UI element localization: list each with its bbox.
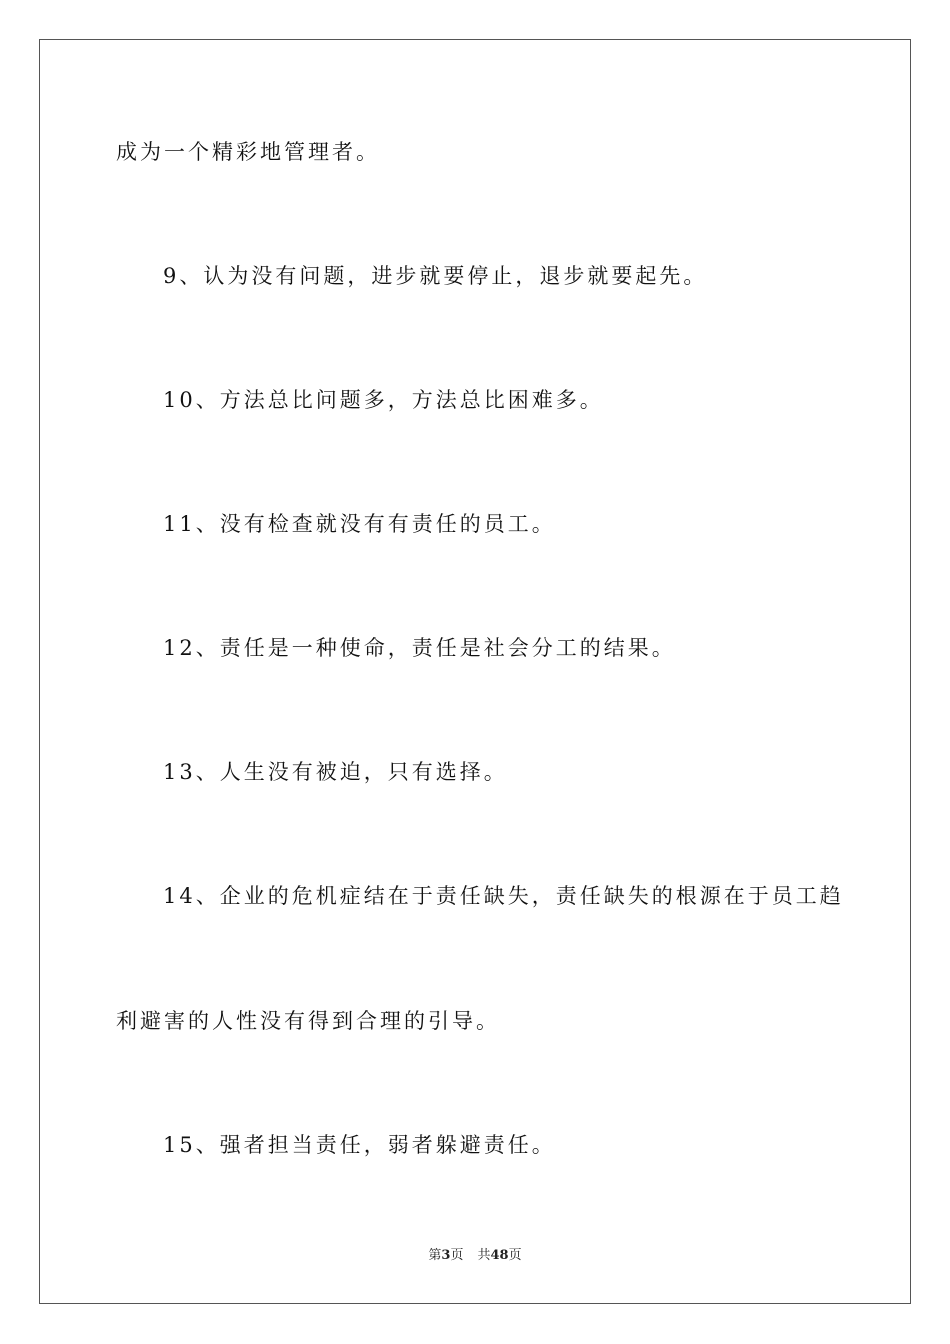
total-suffix: 页 — [508, 1248, 522, 1263]
list-item-14-continuation: 利避害的人性没有得到合理的引导。 — [116, 1009, 500, 1033]
total-prefix: 共 — [477, 1248, 491, 1263]
page-border — [39, 39, 911, 1304]
page-prefix: 第 — [428, 1248, 442, 1263]
list-item-13: 13、人生没有被迫，只有选择。 — [163, 760, 508, 784]
page-footer — [0, 1248, 950, 1264]
list-item-11: 11、没有检查就没有有责任的员工。 — [163, 512, 556, 536]
list-item-9: 9、认为没有问题，进步就要停止，退步就要起先。 — [163, 264, 708, 288]
list-item-15: 15、强者担当责任，弱者躲避责任。 — [163, 1133, 556, 1157]
paragraph-continuation: 成为一个精彩地管理者。 — [116, 140, 380, 164]
list-item-12: 12、责任是一种使命，责任是社会分工的结果。 — [163, 636, 676, 660]
list-item-10: 10、方法总比问题多，方法总比困难多。 — [163, 388, 604, 412]
page-number: 3 — [441, 1248, 451, 1263]
list-item-14: 14、企业的危机症结在于责任缺失，责任缺失的根源在于员工趋 — [163, 884, 844, 908]
page-suffix: 页 — [450, 1248, 464, 1263]
total-pages: 48 — [490, 1248, 509, 1263]
